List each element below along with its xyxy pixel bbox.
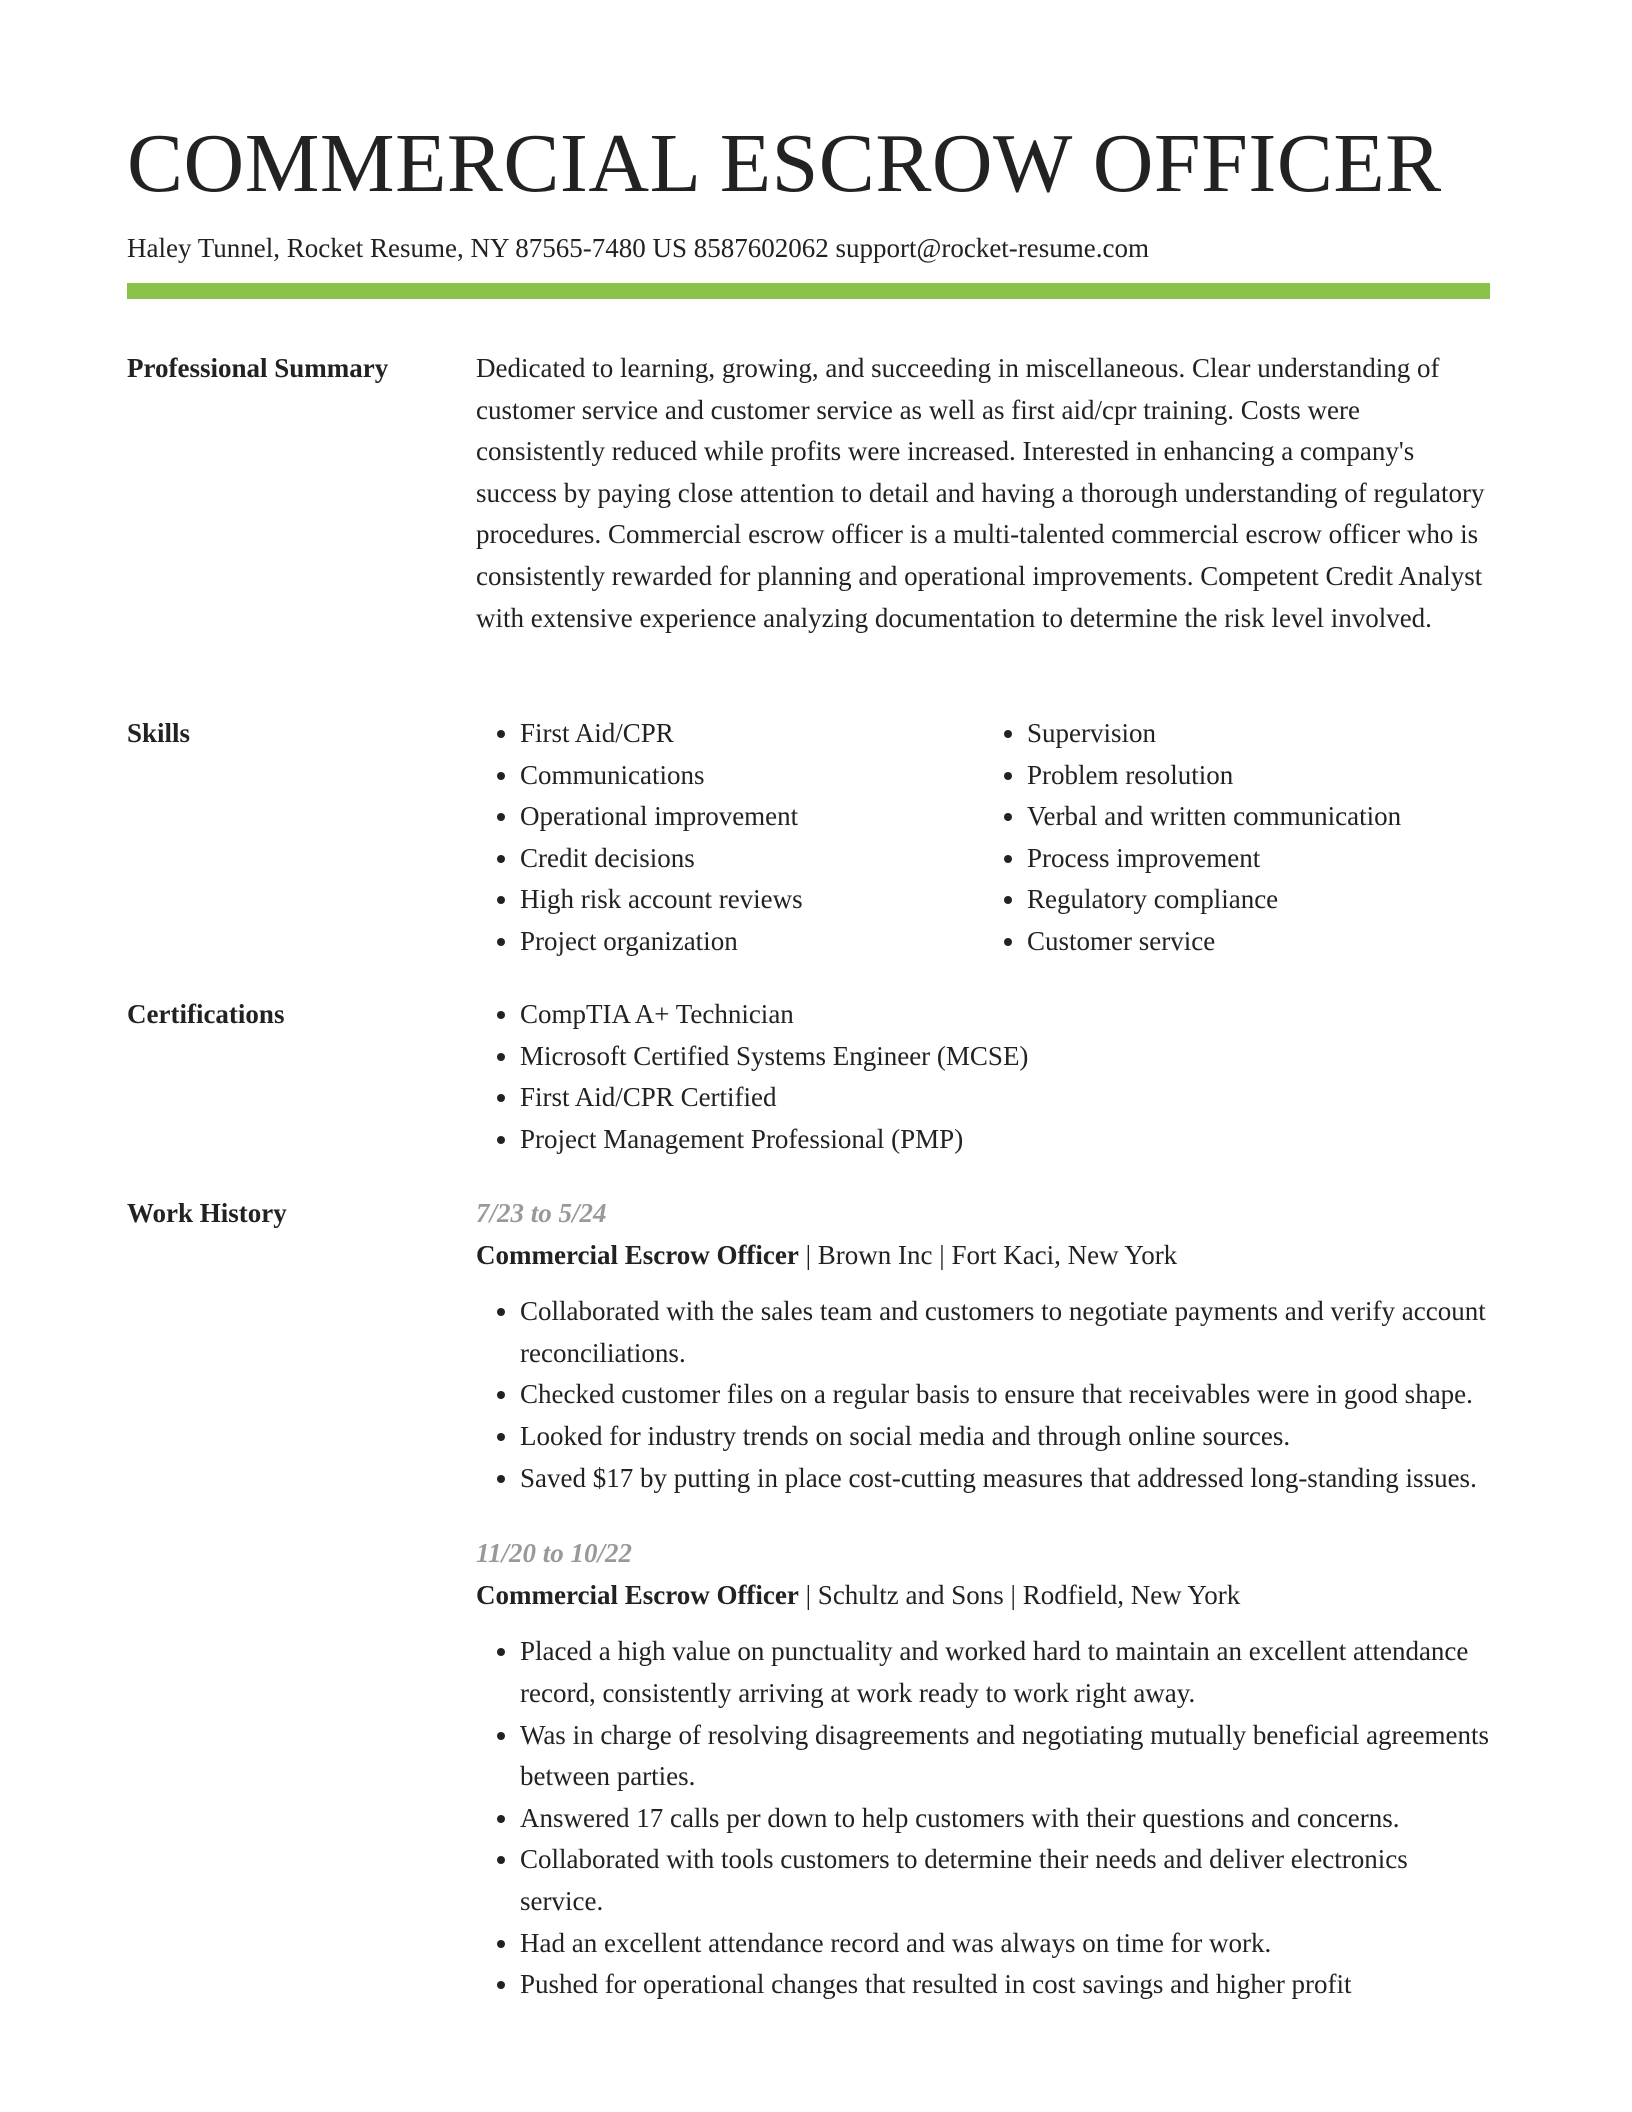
job-title-line: [476, 1235, 1490, 1277]
summary-heading: Professional Summary: [127, 353, 389, 383]
list-item: • Verbal and written communication: [1027, 796, 1490, 838]
skills-list-right: [983, 713, 1490, 963]
list-item: • Was in charge of resolving disagreements and negotiating mutually beneficial agreements between parties.: [520, 1715, 1490, 1798]
list-item: • Regulatory compliance: [1027, 879, 1490, 921]
list-item: • First Aid/CPR Certified: [520, 1077, 1490, 1119]
job-title: Commercial Escrow Officer: [476, 1579, 799, 1610]
list-item: • Project organization: [520, 921, 983, 963]
certifications-body: [476, 994, 1490, 1160]
job-bullets: [476, 1631, 1490, 2005]
job-location: | Fort Kaci, New York: [933, 1240, 1178, 1270]
list-item: • Looked for industry trends on social media and through online sources.: [520, 1416, 1490, 1458]
job-entry: [476, 1193, 1490, 1499]
summary-body: [476, 348, 1490, 639]
job-title-line: [476, 1575, 1490, 1617]
work-history-heading: Work History: [127, 1198, 287, 1228]
skills-body: [476, 713, 1490, 963]
certifications-list: [476, 994, 1490, 1160]
job-dates: 11/20 to 10/22: [476, 1538, 633, 1569]
list-item: • Problem resolution: [1027, 755, 1490, 797]
list-item: • Pushed for operational changes that resulted in cost savings and higher profit: [520, 1964, 1490, 2006]
list-item: • Customer service: [1027, 921, 1490, 963]
job-title: Commercial Escrow Officer: [476, 1239, 799, 1270]
contact-name-address: Haley Tunnel, Rocket Resume, NY 87565-7480 US: [127, 233, 687, 263]
contact-line: [127, 230, 1149, 266]
certifications-heading: Certifications: [127, 999, 285, 1029]
list-item: • Project Management Professional (PMP): [520, 1119, 1490, 1161]
job-dates: 7/23 to 5/24: [476, 1198, 607, 1228]
list-item: • Communications: [520, 755, 983, 797]
header-divider: [127, 283, 1490, 299]
list-item: • Collaborated with the sales team and customers to negotiate payments and verify account reconciliations.: [520, 1291, 1490, 1374]
list-item: • First Aid/CPR: [520, 713, 983, 755]
list-item: • Supervision: [1027, 713, 1490, 755]
list-item: • Process improvement: [1027, 838, 1490, 880]
list-item: • Collaborated with tools customers to determine their needs and deliver electronics service.: [520, 1839, 1490, 1922]
contact-email: support@rocket-resume.com: [835, 233, 1150, 263]
list-item: • Had an excellent attendance record and was always on time for work.: [520, 1923, 1490, 1965]
list-item: • High risk account reviews: [520, 879, 983, 921]
job-bullets: [476, 1291, 1490, 1499]
list-item: • Credit decisions: [520, 838, 983, 880]
job-company: | Schultz and Sons: [799, 1580, 1004, 1610]
list-item: • Answered 17 calls per down to help customers with their questions and concerns.: [520, 1798, 1490, 1840]
list-item: • Microsoft Certified Systems Engineer (MCSE): [520, 1036, 1490, 1078]
list-item: • Placed a high value on punctuality and worked hard to maintain an excellent attendance record, consistently arriving at work ready to work right away.: [520, 1631, 1490, 1714]
resume-title: COMMERCIAL ESCROW OFFICER: [127, 117, 1442, 210]
summary-text: Dedicated to learning, growing, and succeeding in miscellaneous. Clear understanding of customer service and customer service as well as first aid/cpr training. Costs were consistently reduced while profits were increased. Interested in enhancing a company's success by paying close attention to detail and having a thorough understanding of regulatory procedures. Commercial escrow officer is a multi-talented commercial escrow officer who is consistently rewarded for planning and operational improvements. Competent Credit Analyst with extensive experience analyzing documentation to determine the risk level involved.: [476, 353, 1485, 633]
list-item: • Saved $17 by putting in place cost-cutting measures that addressed long-standing issues.: [520, 1458, 1490, 1500]
list-item: • Operational improvement: [520, 796, 983, 838]
skills-list-left: [476, 713, 983, 963]
list-item: • CompTIA A+ Technician: [520, 994, 1490, 1036]
work-history-body: [476, 1193, 1490, 2040]
skills-columns: [476, 713, 1490, 963]
job-location: | Rodfield, New York: [1004, 1580, 1240, 1610]
job-company: | Brown Inc: [799, 1240, 933, 1270]
job-entry: [476, 1533, 1490, 2006]
contact-phone: 8587602062: [693, 233, 829, 263]
list-item: • Checked customer files on a regular basis to ensure that receivables were in good shape.: [520, 1374, 1490, 1416]
skills-heading: Skills: [127, 718, 191, 748]
